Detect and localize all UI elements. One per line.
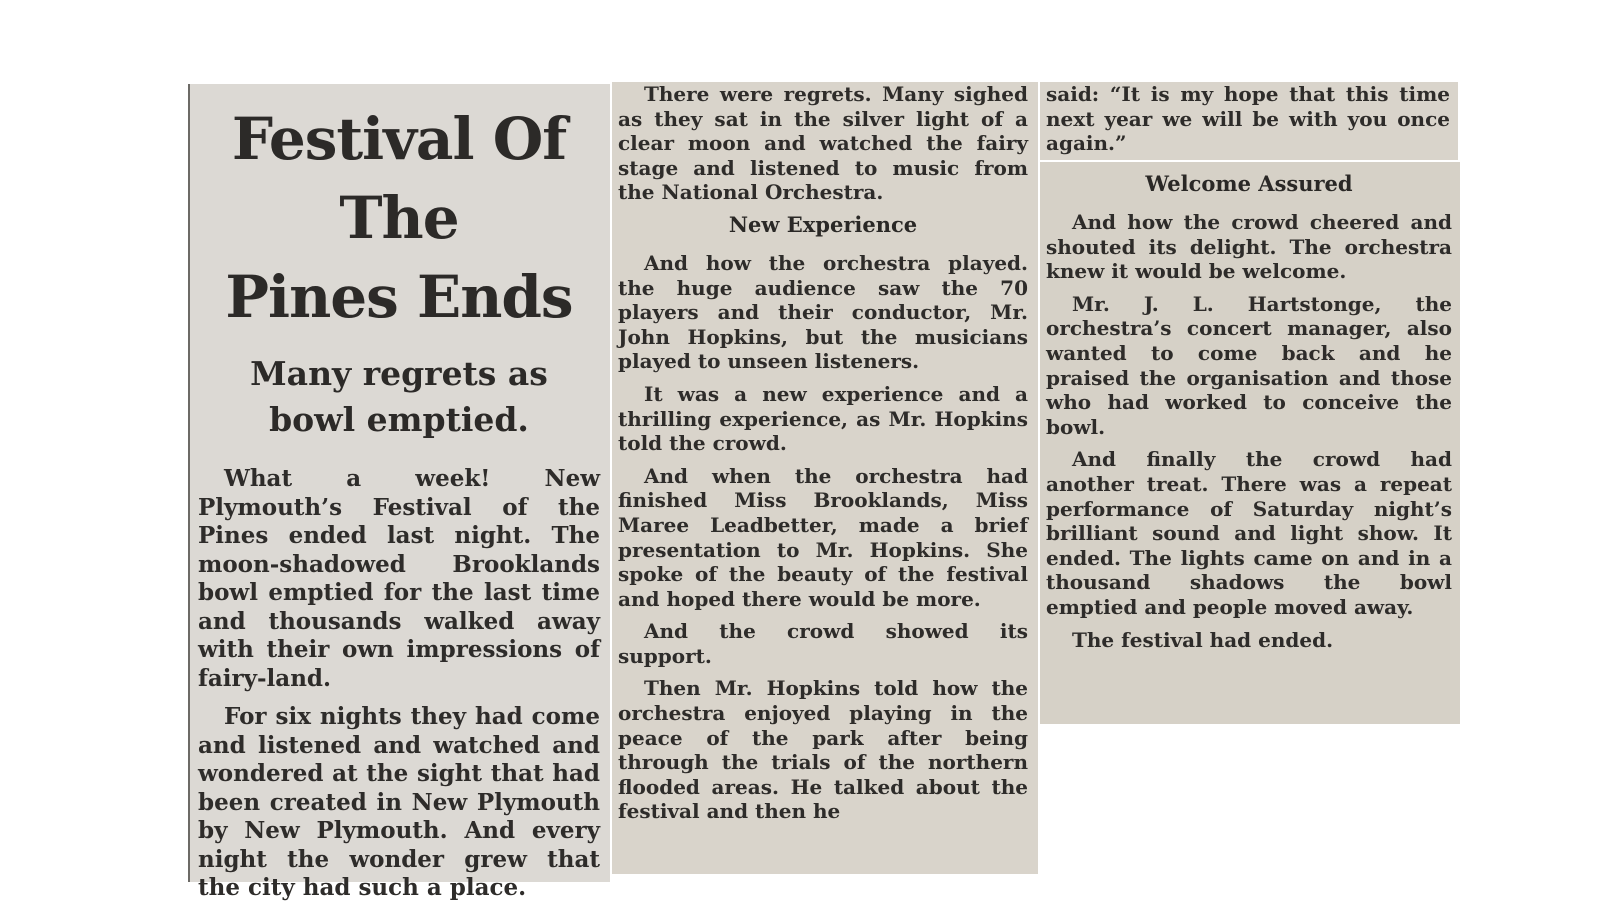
subhead-line: bowl emptied. <box>269 400 529 439</box>
paragraph: Mr. J. L. Hartstonge, the orchestra’s concert manager, also wanted to come back and he praised the organisation and those who had worked to conceive the bowl. <box>1046 291 1452 439</box>
article-headline <box>198 100 600 337</box>
paragraph: And how the crowd cheered and shouted its delight. The orchestra knew it would be welcome. <box>1046 210 1452 284</box>
paragraph: And how the orchestra played. the huge audience saw the 70 players and their conductor, Mr. John Hopkins, but the musicians played to unseen listeners. <box>618 250 1028 374</box>
article-column-3-top <box>1040 82 1458 160</box>
article-subheadline <box>198 351 600 443</box>
subhead-line: Many regrets as <box>250 354 548 393</box>
article-column-2 <box>612 82 1038 874</box>
paragraph: Then Mr. Hopkins told how the orchestra enjoyed playing in the peace of the park after being through the trials of the northern flooded areas. He talked about the festival and then he <box>618 676 1028 824</box>
paragraph: What a week! New Plymouth’s Festival of the Pines ended last night. The moon-shadowed Brooklands bowl emptied for the last time and thousands walked away with their own impressions of fairy-land. <box>198 465 600 692</box>
headline-line: Festival Of <box>231 105 567 173</box>
crosshead-welcome-assured: Welcome Assured <box>1145 171 1353 196</box>
paragraph: And the crowd showed its support. <box>618 619 1028 668</box>
paragraph: For six nights they had come and listened and watched and wondered at the sight that had been created in New Plymouth by New Plymouth. And every night the wonder grew that the city had such a place. <box>198 703 600 901</box>
crosshead-new-experience: New Experience <box>728 211 918 237</box>
paragraph: said: “It is my hope that this time next year we will be with you once again.” <box>1046 82 1450 156</box>
paragraph: The festival had ended. <box>1072 627 1334 652</box>
headline-line: Pines Ends <box>225 263 573 331</box>
paragraph: There were regrets. Many sighed as they sat in the silver light of a clear moon and watched the fairy stage and listened to music from the National Orchestra. <box>618 82 1028 205</box>
article-column-1 <box>188 84 610 901</box>
paragraph: And when the orchestra had finished Miss Brooklands, Miss Maree Leadbetter, made a brief presentation to Mr. Hopkins. She spoke of the beauty of the festival and hoped there would be more. <box>618 463 1028 611</box>
paragraph: It was a new experience and a thrilling experience, as Mr. Hopkins told the crowd. <box>618 381 1028 456</box>
article-column-3 <box>1040 162 1460 724</box>
paragraph: And finally the crowd had another treat. There was a repeat performance of Saturday night’s brilliant sound and light show. It ended. The lights came on and in a thousand shadows the bowl emptied and people moved away. <box>1046 447 1452 619</box>
headline-line: The <box>339 184 459 252</box>
